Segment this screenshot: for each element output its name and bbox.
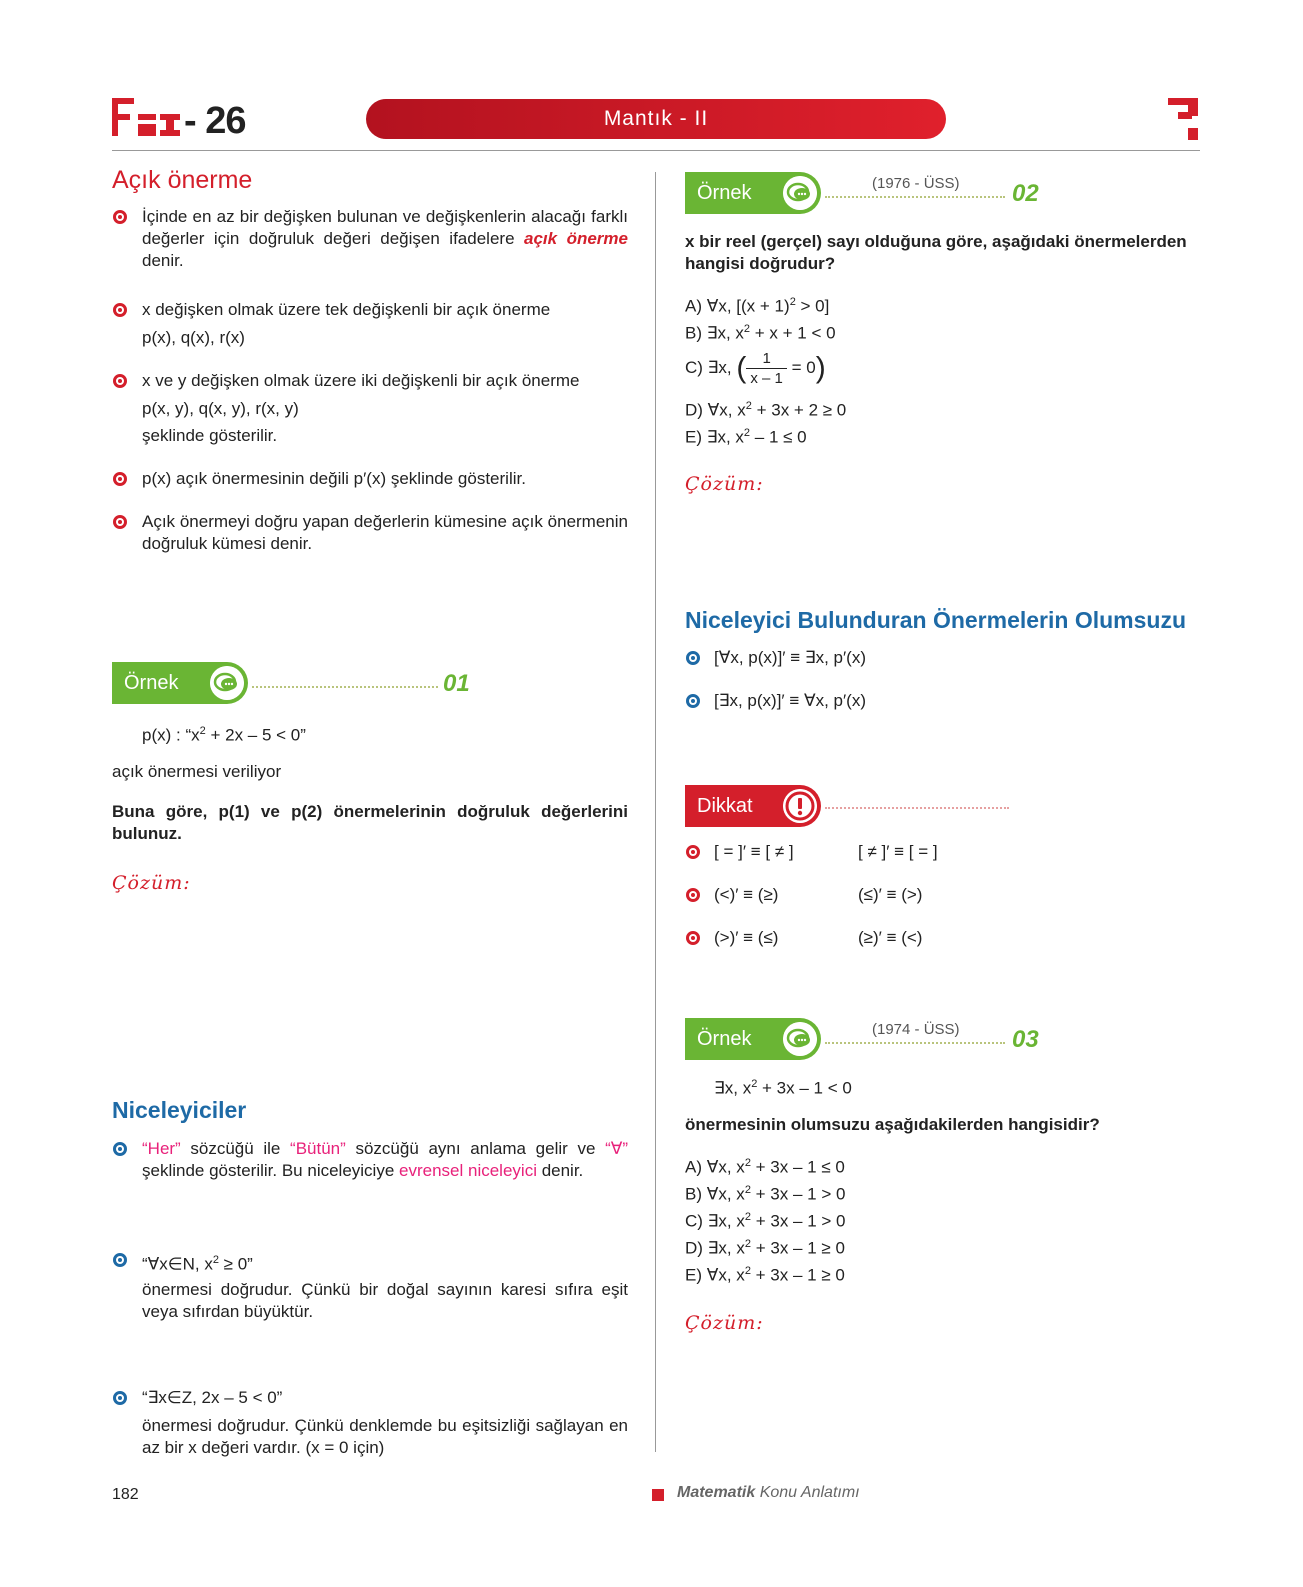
example-number: 03 <box>1012 1026 1039 1053</box>
ornek-badge: Örnek <box>685 1018 821 1060</box>
bullet-icon <box>113 472 127 486</box>
exam-reference: (1976 - ÜSS) <box>872 175 960 192</box>
dikkat-rule-1b: [ ≠ ]′ ≡ [ = ] <box>858 842 938 861</box>
bullet-icon <box>113 1391 127 1405</box>
ornek02-option-c: C) ∃x, ( $\frac{1}{x - 1}$ = 0) <box>685 350 826 388</box>
bullet-icon <box>686 845 700 859</box>
speech-bubble-icon <box>783 176 817 210</box>
ornek02-option-b: B) ∃x, $x^2 + x + 1 < 0$ <box>685 323 836 343</box>
ornek01-question: Buna göre, p(1) ve p(2) önermelerinin doğruluk değerlerini bulunuz. <box>112 802 628 843</box>
olumsuz-rule-1: [∀x, p(x)]′ ≡ ∃x, p′(x) <box>714 648 867 667</box>
ornek02-option-d: D) ∀x, $x^2 + 3x + 2 \ge 0$ <box>685 400 847 420</box>
bullet-icon <box>113 374 127 388</box>
chapter-number: - 26 <box>184 100 246 142</box>
ornek02-option-e: E) ∃x, $x^2 - 1 \le 0$ <box>685 427 807 447</box>
example-number: 01 <box>443 670 470 697</box>
degil-text: p(x) açık önermesinin değili p′(x) şeklinde gösterilir. <box>142 469 526 488</box>
varlik-ornek-text: önermesi doğrudur. Çünkü denklemde bu eşitsizliği sağlayan en az bir x değeri vardır. (x = 0 için) <box>142 1416 628 1457</box>
iki-degiskenli-text: x ve y değişken olmak üzere iki değişkenli bir açık önerme <box>142 371 580 390</box>
bullet-icon <box>113 515 127 529</box>
dotted-leader <box>252 686 438 688</box>
bullet-icon <box>686 931 700 945</box>
ornek02-question: x bir reel (gerçel) sayı olduğuna göre, aşağıdaki önermelerden hangisi doğrudur? <box>685 232 1187 273</box>
ornek02-option-a: A) ∀x, $[(x + 1)^2 > 0]$ <box>685 296 830 316</box>
tek-degiskenli-expr: p(x), q(x), r(x) <box>142 328 245 347</box>
ornek01-expression: p(x) : “$x^2 + 2x - 5 < 0$” <box>142 725 306 745</box>
dikkat-rule-2a: (<)′ ≡ (≥) <box>714 885 779 904</box>
bullet-icon <box>686 694 700 708</box>
dikkat-rule-3a: (>)′ ≡ (≤) <box>714 928 779 947</box>
bullet-icon <box>113 303 127 317</box>
header-rule <box>112 150 1200 151</box>
dotted-leader <box>825 1042 1005 1044</box>
section-heading-niceleyiciler: Niceleyiciler <box>112 1097 247 1123</box>
ornek03-option-b: B) ∀x, $x^2 + 3x - 1 > 0$ <box>685 1184 846 1204</box>
bullet-icon <box>113 210 127 224</box>
page-number: 182 <box>112 1486 139 1503</box>
tek-degiskenli-text: x değişken olmak üzere tek değişkenli bir açık önerme <box>142 300 551 319</box>
speech-bubble-icon <box>210 666 244 700</box>
ornek03-option-c: C) ∃x, $x^2 + 3x - 1 > 0$ <box>685 1211 846 1231</box>
ornek01-given: açık önermesi veriliyor <box>112 762 282 781</box>
ornek-badge: Örnek <box>112 662 248 704</box>
dikkat-rule-2b: (≤)′ ≡ (>) <box>858 885 923 904</box>
column-divider <box>655 172 656 1452</box>
dotted-leader <box>825 196 1005 198</box>
dikkat-rule-3b: (≥)′ ≡ (<) <box>858 928 923 947</box>
bullet-icon <box>113 1142 127 1156</box>
ornek-badge: Örnek <box>685 172 821 214</box>
iki-degiskenli-expr: p(x, y), q(x, y), r(x, y) <box>142 399 299 418</box>
evrensel-ornek-expr: “∀x∈N, $x^2 \ge 0$” <box>142 1254 253 1274</box>
faz-logo <box>112 98 182 136</box>
ornek03-option-d: D) ∃x, $x^2 + 3x - 1 \ge 0$ <box>685 1238 845 1258</box>
acik-onerme-definition: İçinde en az bir değişken bulunan ve değişkenlerin alacağı farklı değerler için doğruluk değeri değişen ifadelere açık önerme denir. <box>142 207 628 270</box>
varlik-ornek-expr: “∃x∈Z, 2x – 5 < 0” <box>142 1388 283 1407</box>
dotted-leader <box>825 807 1009 809</box>
ornek03-option-e: E) ∀x, $x^2 + 3x - 1 \ge 0$ <box>685 1265 845 1285</box>
bullet-icon <box>686 888 700 902</box>
evrensel-ornek-text: önermesi doğrudur. Çünkü bir doğal sayının karesi sıfıra eşit veya sıfırdan büyüktür. <box>142 1280 628 1321</box>
ornek03-question: önermesinin olumsuzu aşağıdakilerden hangisidir? <box>685 1115 1100 1134</box>
footer-book-title: Matematik Konu Anlatımı <box>677 1484 860 1501</box>
section-heading-olumsuz: Niceleyici Bulunduran Önermelerin Olumsuzu <box>685 607 1187 633</box>
cozum-label: Çözüm: <box>112 872 191 894</box>
cozum-label: Çözüm: <box>685 473 764 495</box>
chapter-title-bar: Mantık - II <box>366 99 946 139</box>
iki-degiskenli-gosterim: şeklinde gösterilir. <box>142 426 278 445</box>
dikkat-badge: Dikkat <box>685 785 821 827</box>
dogruluk-kumesi-text: Açık önermeyi doğru yapan değerlerin kümesine açık önermenin doğruluk kümesi denir. <box>142 512 628 553</box>
cozum-label: Çözüm: <box>685 1312 764 1334</box>
speech-bubble-icon <box>783 1022 817 1056</box>
bullet-icon <box>686 651 700 665</box>
ornek03-expression: ∃x, $x^2 + 3x - 1 < 0$ <box>714 1078 852 1098</box>
corner-brand-icon <box>1168 98 1198 140</box>
footer-square-icon <box>652 1489 664 1501</box>
evrensel-niceleyici-text: “Her” sözcüğü ile “Bütün” sözcüğü aynı anlama gelir ve “∀” şeklinde gösterilir. Bu niceleyiciye evrensel niceleyici denir. <box>142 1139 629 1180</box>
exam-reference: (1974 - ÜSS) <box>872 1021 960 1038</box>
dikkat-rule-1a: [ = ]′ ≡ [ ≠ ] <box>714 842 794 861</box>
olumsuz-rule-2: [∃x, p(x)]′ ≡ ∀x, p′(x) <box>714 691 867 710</box>
bullet-icon <box>113 1253 127 1267</box>
warning-icon <box>783 789 817 823</box>
ornek03-option-a: A) ∀x, $x^2 + 3x - 1 \le 0$ <box>685 1157 845 1177</box>
example-number: 02 <box>1012 180 1039 207</box>
section-heading-acik-onerme: Açık önerme <box>112 166 253 194</box>
